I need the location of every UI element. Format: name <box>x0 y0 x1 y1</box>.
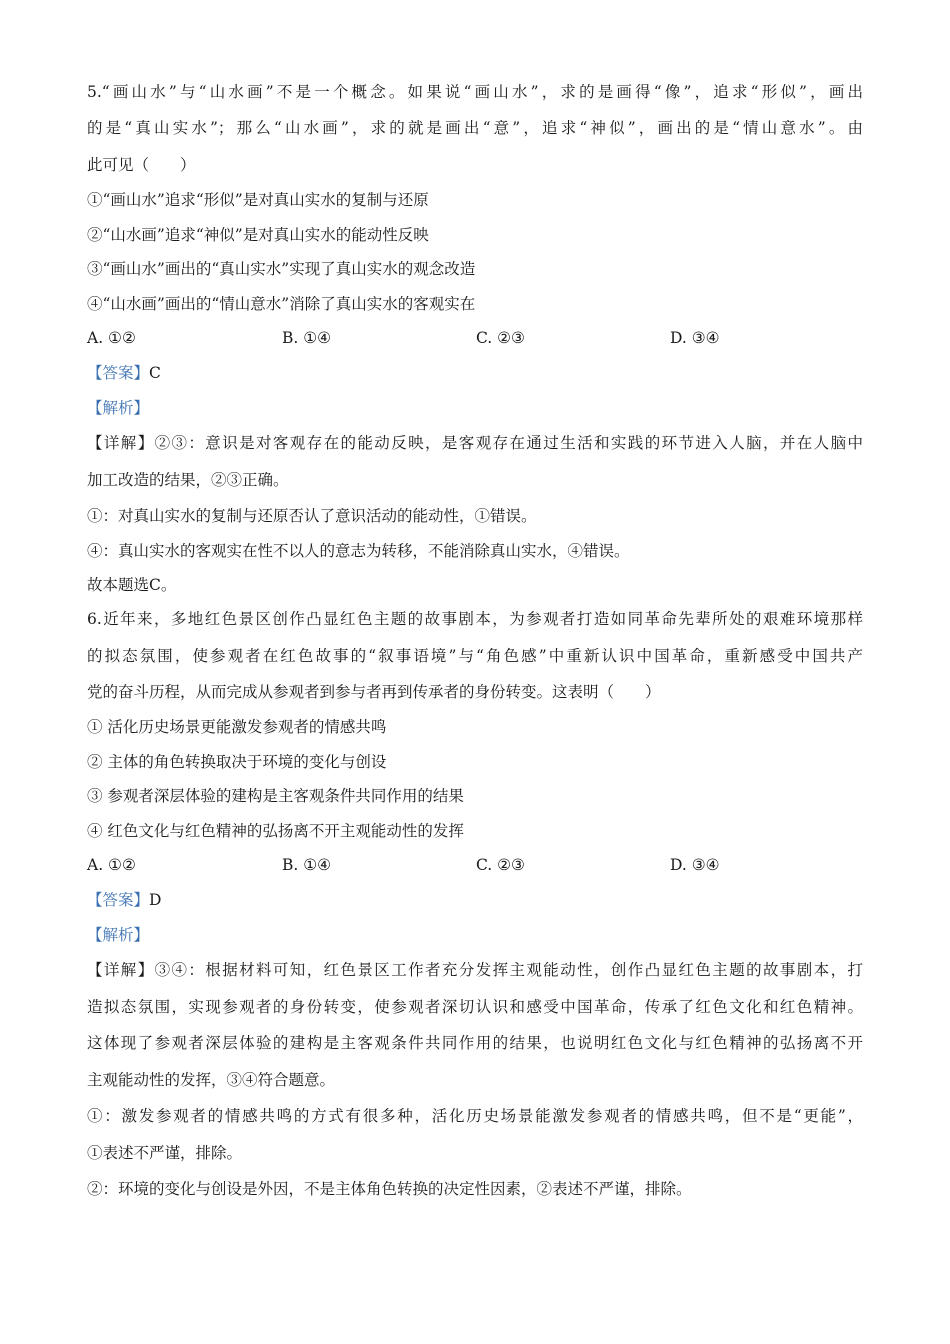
q5-statement-1: ①“画山水”追求“形似”是对真山实水的复制与还原 <box>87 191 429 209</box>
q6-stem-line-1: 6.近年来，多地红色景区创作凸显红色主题的故事剧本，为参观者打造如同革命先辈所处的艰难环境那样 <box>87 610 863 628</box>
q5-statement-3: ③“画山水”画出的“真山实水”实现了真山实水的观念改造 <box>87 260 476 278</box>
q6-explanation-line-1 <box>87 959 863 981</box>
q6-statement-1: ① 活化历史场景更能激发参观者的情感共鸣 <box>87 718 387 736</box>
q6-option-a: A. ①② <box>87 856 136 874</box>
q5-analysis-heading <box>87 397 863 419</box>
q6-option-d: D. ③④ <box>670 856 720 874</box>
q5-explanation-line-4: ④：真山实水的客观实在性不以人的意志为转移，不能消除真山实水，④错误。 <box>87 542 630 560</box>
q5-answer-tag: 【答案】 <box>87 364 150 382</box>
q5-option-d: D. ③④ <box>670 329 720 347</box>
q6-explanation-line-2: 造拟态氛围，实现参观者的身份转变，使参观者深切认识和感受中国革命，传承了红色文化和红色精神。 <box>87 998 863 1016</box>
q5-stem-line-3: 此可见（ ） <box>87 156 196 174</box>
q6-explanation-line-5: ①：激发参观者的情感共鸣的方式有很多种，活化历史场景能激发参观者的情感共鸣，但不是“更能”， <box>87 1107 863 1125</box>
q5-analysis-tag: 【解析】 <box>87 399 150 417</box>
q6-statement-2: ② 主体的角色转换取决于环境的变化与创设 <box>87 753 387 771</box>
q6-answer-value: D <box>149 891 162 909</box>
q6-statement-4: ④ 红色文化与红色精神的弘扬离不开主观能动性的发挥 <box>87 822 464 840</box>
q6-stem-line-3: 党的奋斗历程，从而完成从参观者到参与者再到传承者的身份转变。这表明（ ） <box>87 683 661 701</box>
q5-stem-line-2: 的是“真山实水”；那么“山水画”，求的就是画出“意”，追求“神似”，画出的是“情山意水”。由 <box>87 119 863 137</box>
q5-detail-tag: 【详解】 <box>87 434 155 452</box>
q6-statement-3: ③ 参观者深层体验的建构是主客观条件共同作用的结果 <box>87 787 464 805</box>
q5-statement-4: ④“山水画”画出的“情山意水”消除了真山实水的客观实在 <box>87 295 476 313</box>
q5-statement-2: ②“山水画”追求“神似”是对真山实水的能动性反映 <box>87 226 429 244</box>
q5-option-a: A. ①② <box>87 329 136 347</box>
q5-stem-line-1: 5.“画山水”与“山水画”不是一个概念。如果说“画山水”，求的是画得“像”，追求“形似”，画出 <box>87 83 863 101</box>
q5-option-c: C. ②③ <box>476 329 525 347</box>
q6-stem-line-2: 的拟态氛围，使参观者在红色故事的“叙事语境”与“角色感”中重新认识中国革命，重新感受中国共产 <box>87 647 863 665</box>
q5-explanation-line-2: 加工改造的结果，②③正确。 <box>87 471 289 489</box>
q6-analysis-tag: 【解析】 <box>87 926 150 944</box>
q5-option-b: B. ①④ <box>282 329 332 347</box>
q6-analysis-heading <box>87 924 863 946</box>
q6-explanation-line-3: 这体现了参观者深层体验的建构是主客观条件共同作用的结果，也说明红色文化与红色精神的弘扬离不开 <box>87 1034 863 1052</box>
q6-option-b: B. ①④ <box>282 856 332 874</box>
q6-answer <box>87 889 863 911</box>
q5-explanation-line-5: 故本题选C。 <box>87 576 177 594</box>
q6-explanation-line-6: ①表述不严谨，排除。 <box>87 1144 243 1162</box>
q6-explanation-line-4: 主观能动性的发挥，③④符合题意。 <box>87 1071 336 1089</box>
q6-option-c: C. ②③ <box>476 856 525 874</box>
q5-explanation-line-3: ①：对真山实水的复制与还原否认了意识活动的能动性，①错误。 <box>87 507 537 525</box>
q6-explanation-line-7: ②：环境的变化与创设是外因，不是主体角色转换的决定性因素，②表述不严谨，排除。 <box>87 1180 692 1198</box>
q6-detail-tag: 【详解】 <box>87 961 155 979</box>
q6-answer-tag: 【答案】 <box>87 891 150 909</box>
q5-answer-value: C <box>149 364 161 382</box>
q6-explanation-text-1: ③④：根据材料可知，红色景区工作者充分发挥主观能动性，创作凸显红色主题的故事剧本，打 <box>154 961 863 979</box>
q5-explanation-text-1: ②③：意识是对客观存在的能动反映，是客观存在通过生活和实践的环节进入人脑，并在人脑中 <box>154 434 863 452</box>
q5-explanation-line-1 <box>87 432 863 454</box>
q5-answer <box>87 362 863 384</box>
